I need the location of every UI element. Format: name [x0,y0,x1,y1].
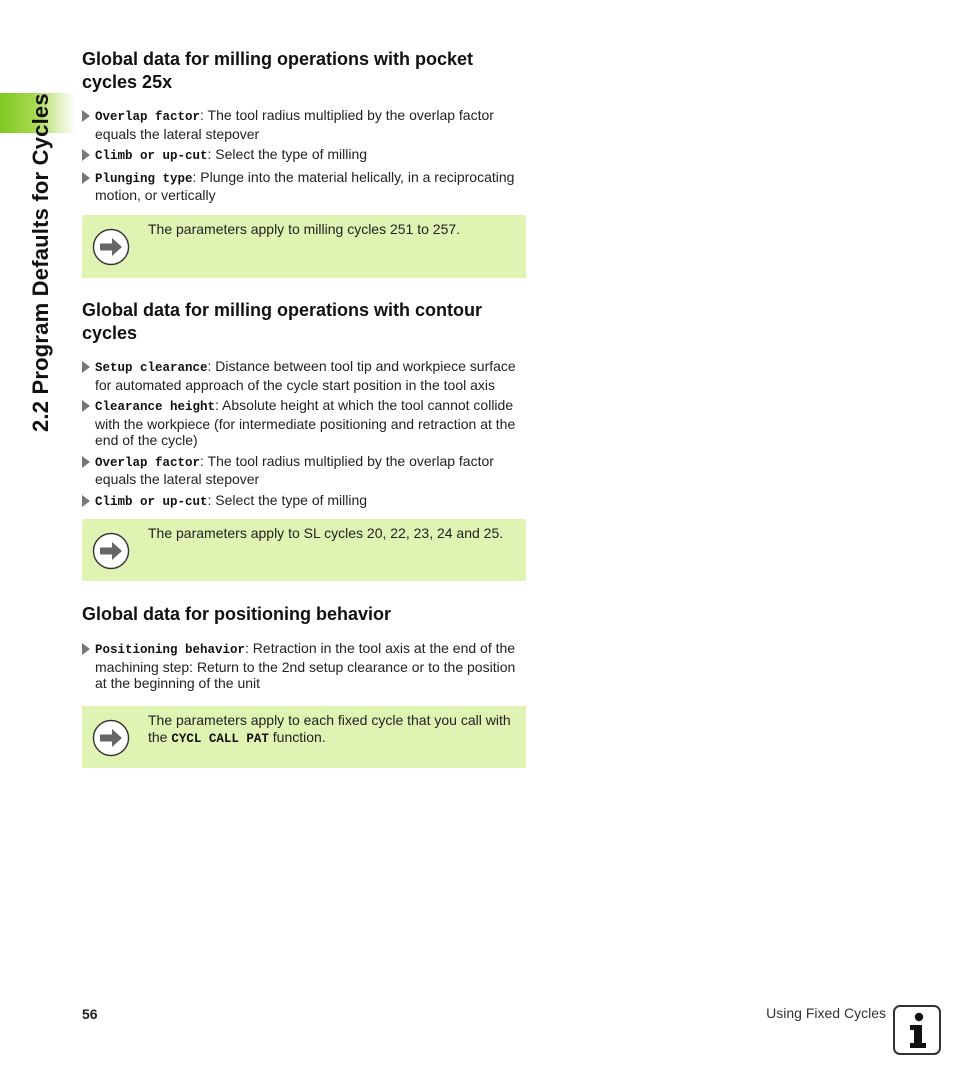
triangle-bullet-icon [82,110,90,122]
parameter-description: : Absolute height at which the tool cannot collide with the workpiece (for intermediate positioning and retraction at the end of the cycle) [95,397,516,448]
list-item [82,397,526,449]
triangle-bullet-icon [82,172,90,184]
parameter-name: Overlap factor [95,455,201,470]
list-item [82,146,526,165]
parameter-name: Plunging type [95,171,193,186]
chapter-title: 2.2 Program Defaults for Cycles [28,93,53,432]
note-box [82,706,526,768]
list-item [82,640,526,692]
arrow-right-circle-icon [92,228,130,266]
section-heading: Global data for positioning behavior [82,604,392,624]
arrow-right-circle-icon [92,532,130,570]
note-text-before: The parameters apply to each fixed cycle that you call with the [148,712,511,745]
list-item [82,358,526,393]
section-contour-cycles [82,299,526,514]
parameter-name: Positioning behavior [95,643,246,657]
note-text: The parameters apply to milling cycles 251 to 257. [148,221,461,237]
parameter-name: Climb or up-cut [95,494,208,509]
parameter-name: Overlap factor [95,110,201,124]
list-item [82,107,526,142]
parameter-description: : Select the type of milling [207,491,368,508]
parameter-list [82,107,526,204]
parameter-description: : The tool radius multiplied by the overlap factor equals the lateral stepover [95,452,494,487]
note-text-after: function. [268,728,326,745]
parameter-description: : Plunge into the material helically, in a reciprocating motion, or vertically [95,168,515,203]
triangle-bullet-icon [82,400,90,412]
parameter-description: : Distance between tool tip and workpiece surface for automated approach of the cycle start position in the tool axis [95,358,516,393]
triangle-bullet-icon [82,361,90,373]
section-heading: Global data for milling operations with pocket cycles 25x [82,49,474,92]
section-heading: Global data for milling operations with contour cycles [82,300,483,343]
info-glyph [895,1007,939,1053]
note-code: CYCL CALL PAT [171,731,269,746]
info-icon [893,1005,941,1055]
arrow-right-circle-icon [92,719,130,757]
parameter-name: Setup clearance [95,361,208,375]
note-text: The parameters apply to SL cycles 20, 22, 23, 24 and 25. [148,525,504,541]
list-item [82,169,526,204]
list-item [82,492,526,511]
section-positioning [82,603,526,696]
parameter-name: Clearance height [95,400,216,414]
section-pocket-cycles [82,48,526,208]
triangle-bullet-icon [82,643,90,655]
triangle-bullet-icon [82,495,90,507]
list-item [82,453,526,488]
parameter-list [82,358,526,510]
note-text [148,712,516,747]
parameter-description: : Select the type of milling [207,146,368,162]
note-box [82,215,526,278]
note-box [82,519,526,581]
parameter-list [82,640,526,692]
triangle-bullet-icon [82,456,90,468]
page-number: 56 [82,1006,98,1022]
parameter-name: Climb or up-cut [95,149,208,163]
parameter-description: : The tool radius multiplied by the overlap factor equals the lateral stepover [95,107,494,142]
footer-chapter-title: Using Fixed Cycles [766,1005,886,1021]
parameter-description: : Retraction in the tool axis at the end of the machining step: Return to the 2nd setup clearance or to the position at the beginning of the unit [95,640,516,691]
triangle-bullet-icon [82,149,90,161]
